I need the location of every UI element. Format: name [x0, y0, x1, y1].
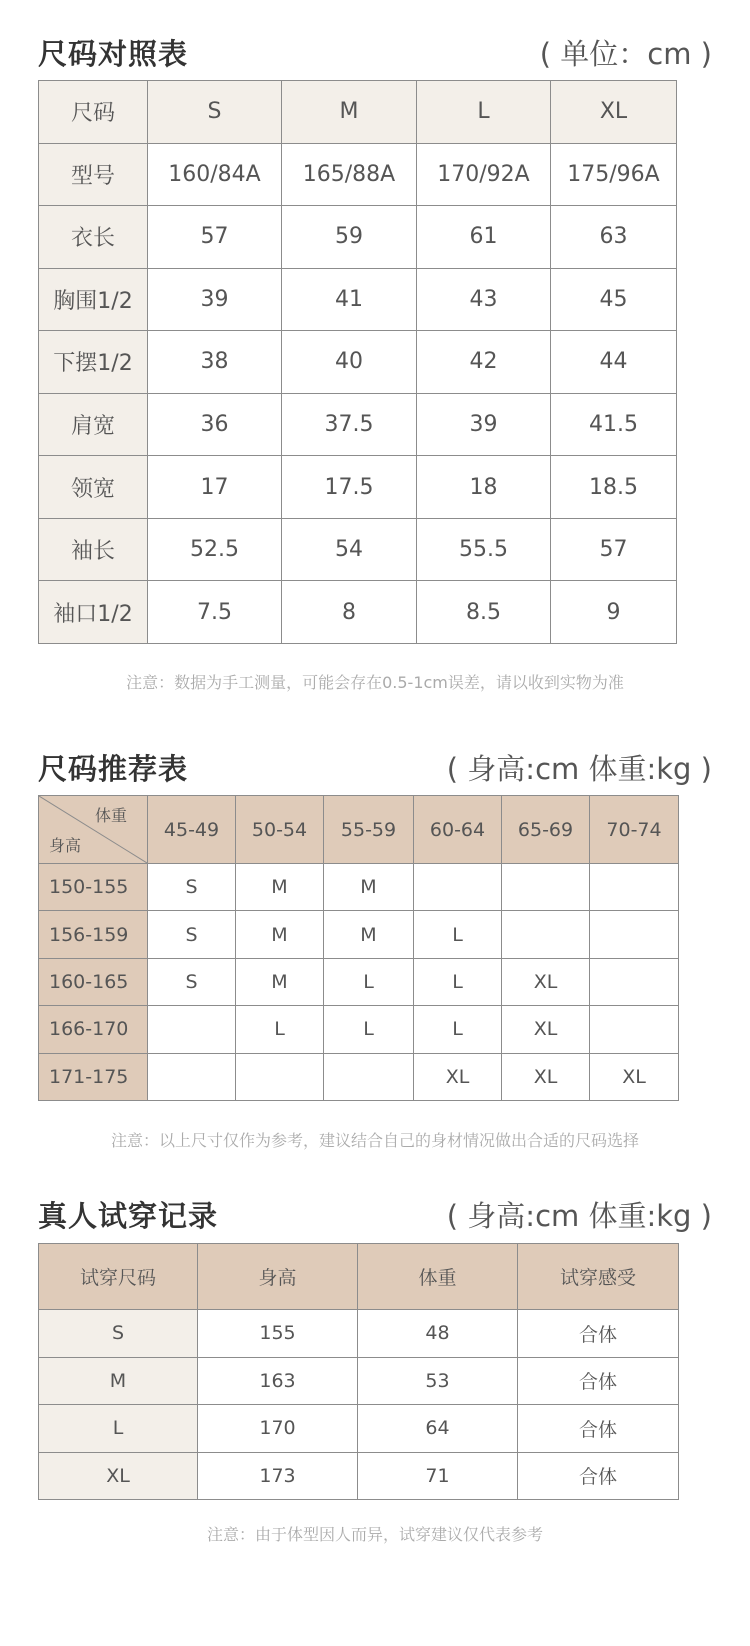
table-cell: 170: [198, 1405, 358, 1453]
table-cell: [590, 911, 679, 958]
table-cell: 63: [551, 206, 677, 269]
table-cell: 合体: [518, 1357, 679, 1405]
size-chart-header-row: [39, 81, 677, 144]
row-label: S: [39, 1310, 198, 1358]
row-label: 肩宽: [39, 393, 148, 456]
table-row: [39, 331, 677, 394]
table-cell: 39: [417, 393, 551, 456]
table-row: [39, 1310, 679, 1358]
table-row: [39, 864, 679, 911]
table-row: [39, 911, 679, 958]
size-chart-header: [38, 30, 712, 74]
table-cell: 36: [148, 393, 282, 456]
table-cell: 48: [358, 1310, 518, 1358]
tryon-unit: ( 身高:cm 体重:kg ): [446, 1198, 712, 1233]
table-header-cell: 试穿尺码: [39, 1244, 198, 1310]
recommend-title: 尺码推荐表: [38, 751, 189, 786]
table-cell: [590, 958, 679, 1005]
table-row: [39, 1452, 679, 1500]
table-cell: S: [148, 864, 236, 911]
table-cell: 53: [358, 1357, 518, 1405]
recommend-header-row: [39, 796, 679, 864]
weight-header-cell: 60-64: [414, 796, 502, 864]
table-cell: 44: [551, 331, 677, 394]
table-row: [39, 1053, 679, 1100]
tryon-header-row: [39, 1244, 679, 1310]
tryon-header: [38, 1192, 712, 1236]
table-cell: 37.5: [282, 393, 417, 456]
table-cell: 155: [198, 1310, 358, 1358]
table-cell: L: [324, 1006, 414, 1053]
table-header-cell: XL: [551, 81, 677, 144]
table-cell: 18: [417, 456, 551, 519]
table-cell: 42: [417, 331, 551, 394]
table-cell: 64: [358, 1405, 518, 1453]
table-cell: 8: [282, 581, 417, 644]
table-header-cell: 尺码: [39, 81, 148, 144]
tryon-note: 注意：由于体型因人而异，试穿建议仅代表参考: [206, 1525, 543, 1544]
table-row: [39, 206, 677, 269]
size-chart-unit: ( 单位：cm ): [539, 36, 712, 71]
row-label: XL: [39, 1452, 198, 1500]
table-cell: 合体: [518, 1310, 679, 1358]
table-cell: XL: [414, 1053, 502, 1100]
tryon-title: 真人试穿记录: [38, 1198, 219, 1233]
table-cell: [502, 864, 590, 911]
table-header-cell: 身高: [198, 1244, 358, 1310]
table-header-cell: S: [148, 81, 282, 144]
recommend-note: 注意：以上尺寸仅作为参考，建议结合自己的身材情况做出合适的尺码选择: [110, 1131, 639, 1150]
size-chart-title: 尺码对照表: [38, 36, 189, 71]
height-label: 156-159: [39, 911, 148, 958]
table-row: [39, 143, 677, 206]
table-row: [39, 1006, 679, 1053]
table-cell: 39: [148, 268, 282, 331]
table-row: [39, 1405, 679, 1453]
weight-header-cell: 50-54: [236, 796, 324, 864]
corner-cell: [39, 796, 148, 864]
table-cell: 54: [282, 518, 417, 581]
table-cell: 57: [148, 206, 282, 269]
corner-height-label: 身高: [49, 836, 82, 855]
table-cell: 165/88A: [282, 143, 417, 206]
table-row: [39, 456, 677, 519]
table-cell: 9: [551, 581, 677, 644]
table-cell: 55.5: [417, 518, 551, 581]
table-cell: 17: [148, 456, 282, 519]
table-cell: 合体: [518, 1452, 679, 1500]
table-cell: 52.5: [148, 518, 282, 581]
table-cell: 71: [358, 1452, 518, 1500]
table-cell: 173: [198, 1452, 358, 1500]
table-cell: XL: [502, 1006, 590, 1053]
tryon-table: [38, 1243, 679, 1500]
table-row: [39, 518, 677, 581]
table-cell: 合体: [518, 1405, 679, 1453]
row-label: 型号: [39, 143, 148, 206]
table-header-cell: L: [417, 81, 551, 144]
table-cell: 18.5: [551, 456, 677, 519]
corner-weight-label: 体重: [94, 806, 127, 825]
row-label: M: [39, 1357, 198, 1405]
table-row: [39, 393, 677, 456]
row-label: 领宽: [39, 456, 148, 519]
weight-header-cell: 70-74: [590, 796, 679, 864]
table-row: [39, 581, 677, 644]
table-cell: [236, 1053, 324, 1100]
weight-header-cell: 55-59: [324, 796, 414, 864]
table-cell: 45: [551, 268, 677, 331]
table-cell: [148, 1006, 236, 1053]
size-chart-table: [38, 80, 677, 644]
table-cell: 170/92A: [417, 143, 551, 206]
height-label: 150-155: [39, 864, 148, 911]
table-header-cell: 体重: [358, 1244, 518, 1310]
table-cell: XL: [502, 958, 590, 1005]
table-cell: S: [148, 958, 236, 1005]
table-cell: L: [414, 911, 502, 958]
table-cell: 17.5: [282, 456, 417, 519]
table-cell: L: [414, 958, 502, 1005]
table-row: [39, 268, 677, 331]
table-cell: 57: [551, 518, 677, 581]
height-label: 166-170: [39, 1006, 148, 1053]
row-label: L: [39, 1405, 198, 1453]
weight-header-cell: 45-49: [148, 796, 236, 864]
table-cell: 43: [417, 268, 551, 331]
table-cell: M: [324, 911, 414, 958]
table-row: [39, 958, 679, 1005]
size-chart-note: 注意：数据为手工测量，可能会存在0.5-1cm误差，请以收到实物为准: [126, 673, 624, 692]
table-cell: S: [148, 911, 236, 958]
recommend-header: [38, 745, 712, 789]
table-cell: XL: [590, 1053, 679, 1100]
row-label: 袖口1/2: [39, 581, 148, 644]
table-cell: M: [324, 864, 414, 911]
table-cell: [324, 1053, 414, 1100]
table-cell: 40: [282, 331, 417, 394]
height-label: 171-175: [39, 1053, 148, 1100]
table-cell: [590, 1006, 679, 1053]
table-cell: [502, 911, 590, 958]
table-cell: 7.5: [148, 581, 282, 644]
table-header-cell: 试穿感受: [518, 1244, 679, 1310]
table-cell: L: [414, 1006, 502, 1053]
table-cell: 38: [148, 331, 282, 394]
table-cell: 175/96A: [551, 143, 677, 206]
table-cell: 41.5: [551, 393, 677, 456]
row-label: 下摆1/2: [39, 331, 148, 394]
height-label: 160-165: [39, 958, 148, 1005]
row-label: 袖长: [39, 518, 148, 581]
table-cell: 160/84A: [148, 143, 282, 206]
table-cell: [414, 864, 502, 911]
table-cell: L: [236, 1006, 324, 1053]
row-label: 衣长: [39, 206, 148, 269]
table-cell: M: [236, 911, 324, 958]
table-cell: L: [324, 958, 414, 1005]
recommend-table: [38, 795, 679, 1101]
row-label: 胸围1/2: [39, 268, 148, 331]
table-header-cell: M: [282, 81, 417, 144]
weight-header-cell: 65-69: [502, 796, 590, 864]
table-cell: M: [236, 958, 324, 1005]
table-cell: [590, 864, 679, 911]
table-cell: M: [236, 864, 324, 911]
table-cell: 163: [198, 1357, 358, 1405]
table-cell: [148, 1053, 236, 1100]
table-cell: 41: [282, 268, 417, 331]
table-row: [39, 1357, 679, 1405]
recommend-unit: ( 身高:cm 体重:kg ): [446, 751, 712, 786]
table-cell: 61: [417, 206, 551, 269]
table-cell: 8.5: [417, 581, 551, 644]
table-cell: XL: [502, 1053, 590, 1100]
table-cell: 59: [282, 206, 417, 269]
